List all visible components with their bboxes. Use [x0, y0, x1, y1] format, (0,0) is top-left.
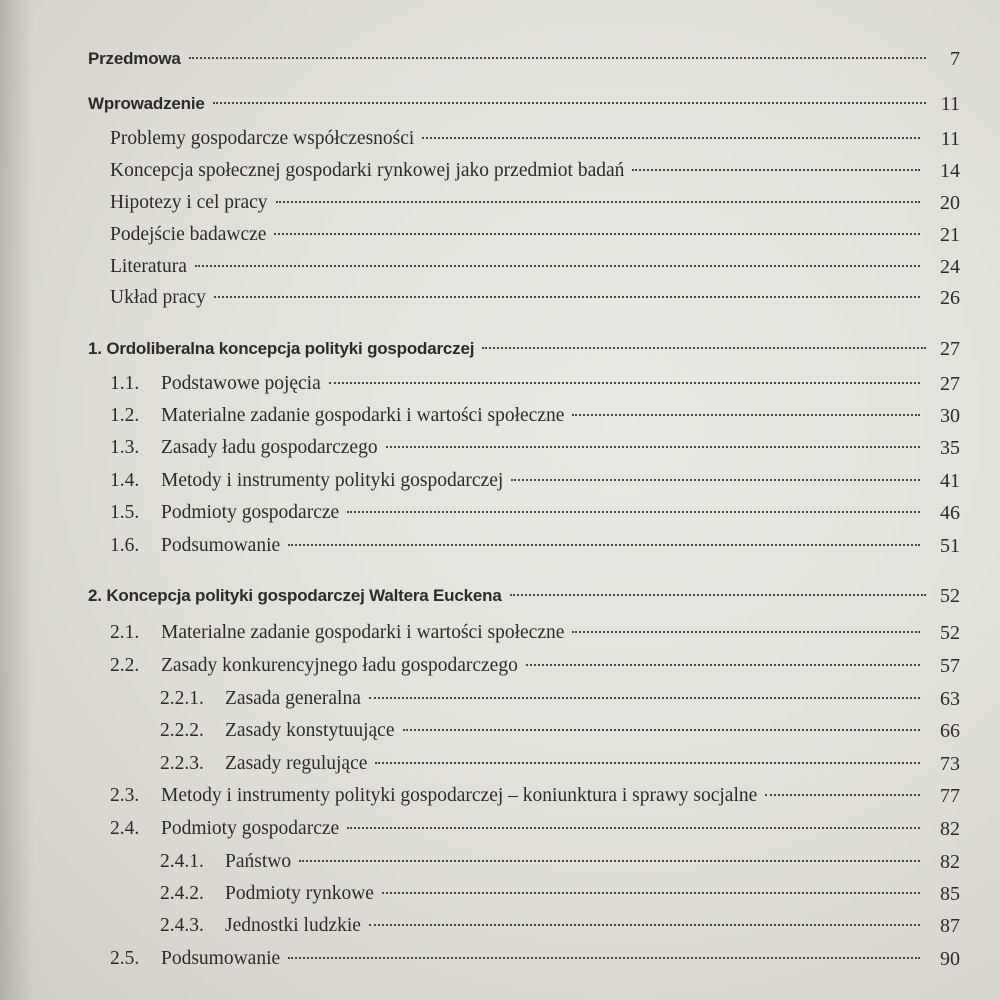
- toc-page-number: 20: [940, 192, 960, 214]
- toc-entry: [0, 942, 1000, 976]
- toc-page-number: 27: [940, 373, 960, 395]
- toc-entry: [0, 682, 1000, 716]
- toc-entry: [0, 464, 1000, 498]
- toc-number: 1.6.: [110, 535, 140, 556]
- toc-entry: [0, 154, 1000, 188]
- toc-number: 2.1.: [110, 622, 140, 643]
- dot-leader: [403, 728, 921, 731]
- dot-leader: [386, 445, 920, 448]
- toc-number: 2.3.: [110, 785, 140, 806]
- toc-title: Zasady ładu gospodarczego: [161, 437, 378, 458]
- toc-title: Wprowadzenie: [88, 94, 205, 113]
- toc-page-number: 66: [940, 720, 960, 742]
- toc-title: Koncepcja społecznej gospodarki rynkowej jako przedmiot badań: [110, 160, 625, 181]
- toc-page-number: 82: [940, 818, 960, 840]
- dot-leader: [369, 923, 920, 926]
- dot-leader: [422, 136, 920, 139]
- toc-entry: [0, 714, 1000, 748]
- toc-entry: [0, 877, 1000, 911]
- dot-leader: [214, 295, 920, 298]
- toc-chapter-2: [0, 579, 1000, 613]
- toc-title: Koncepcja polityki gospodarczej Waltera Euckena: [106, 586, 502, 605]
- toc-title: Podejście badawcze: [110, 224, 267, 245]
- toc-entry: [0, 186, 1000, 220]
- toc-page-number: 51: [940, 535, 960, 557]
- toc-page-number: 27: [940, 338, 960, 360]
- toc-number: 2.2.: [110, 655, 140, 676]
- toc-title: Materialne zadanie gospodarki i wartości społeczne: [161, 622, 565, 643]
- toc-entry: [0, 399, 1000, 433]
- toc-entry: [0, 367, 1000, 401]
- toc-page-number: 21: [940, 224, 960, 246]
- toc-title: Materialne zadanie gospodarki i wartości społeczne: [161, 405, 565, 426]
- dot-leader: [526, 663, 920, 666]
- toc-page-number: 77: [940, 785, 960, 807]
- dot-leader: [213, 101, 926, 104]
- dot-leader: [572, 630, 920, 633]
- toc-entry: [0, 909, 1000, 943]
- toc-page-number: 41: [940, 470, 960, 492]
- dot-leader: [276, 200, 920, 203]
- toc-page-number: 85: [940, 883, 960, 905]
- dot-leader: [482, 346, 926, 349]
- toc-number: 2.2.1.: [160, 688, 204, 709]
- dot-leader: [299, 859, 920, 862]
- dot-leader: [375, 761, 920, 764]
- toc-title: Zasady regulujące: [225, 753, 368, 774]
- toc-number: 2.2.2.: [160, 720, 204, 741]
- toc-entry: [0, 779, 1000, 813]
- toc-title: Podmioty gospodarcze: [161, 502, 340, 523]
- toc-number: 2.4.: [110, 818, 140, 839]
- dot-leader: [572, 413, 920, 416]
- toc-number: 2.4.2.: [160, 883, 204, 904]
- toc-title: Podstawowe pojęcia: [161, 373, 321, 394]
- toc-chapter-przedmowa: [0, 42, 1000, 76]
- dot-leader: [765, 793, 920, 796]
- toc-title: Podsumowanie: [161, 535, 281, 556]
- dot-leader: [189, 56, 926, 59]
- toc-number: 1.4.: [110, 470, 140, 491]
- toc-number: 2.2.3.: [160, 753, 204, 774]
- toc-entry: [0, 431, 1000, 465]
- toc-page-number: 52: [940, 585, 960, 607]
- toc-title: Zasada generalna: [225, 688, 361, 709]
- toc-page-number: 57: [940, 655, 960, 677]
- toc-page-number: 11: [940, 93, 960, 115]
- toc-entry: [0, 649, 1000, 683]
- toc-title: Zasady konstytuujące: [225, 720, 395, 741]
- dot-leader: [288, 543, 920, 546]
- toc-page-number: 63: [940, 688, 960, 710]
- dot-leader: [347, 510, 920, 513]
- toc-entry: [0, 812, 1000, 846]
- toc-entry: [0, 529, 1000, 563]
- toc-entry: [0, 218, 1000, 252]
- toc-entry: [0, 747, 1000, 781]
- toc-number: 2.: [88, 586, 102, 605]
- toc-title: Ordoliberalna koncepcja polityki gospodarczej: [106, 339, 475, 358]
- toc-title: Podsumowanie: [161, 948, 281, 969]
- toc-page-number: 30: [940, 405, 960, 427]
- toc-entry: [0, 616, 1000, 650]
- toc-title: Państwo: [225, 851, 292, 872]
- toc-number: 1.: [88, 339, 102, 358]
- toc-chapter-wprowadzenie: [0, 87, 1000, 121]
- toc-title: Podmioty rynkowe: [225, 883, 374, 904]
- toc-entry: [0, 496, 1000, 530]
- toc-title: Zasady konkurencyjnego ładu gospodarczego: [161, 655, 518, 676]
- dot-leader: [329, 381, 920, 384]
- toc-entry: [0, 250, 1000, 284]
- dot-leader: [347, 826, 920, 829]
- toc-title: Układ pracy: [110, 287, 206, 308]
- toc-title: Hipotezy i cel pracy: [110, 192, 268, 213]
- toc-number: 2.4.1.: [160, 851, 204, 872]
- toc-number: 1.2.: [110, 405, 140, 426]
- toc-page-number: 73: [940, 753, 960, 775]
- toc-entry: [0, 281, 1000, 315]
- dot-leader: [382, 891, 920, 894]
- toc-number: 2.4.3.: [160, 915, 204, 936]
- toc-number: 2.5.: [110, 948, 140, 969]
- dot-leader: [274, 232, 920, 235]
- toc-entry: [0, 845, 1000, 879]
- toc-entry: [0, 122, 1000, 156]
- toc-page-number: 46: [940, 502, 960, 524]
- toc-page-number: 11: [940, 128, 960, 150]
- dot-leader: [510, 593, 926, 596]
- toc-title: Podmioty gospodarcze: [161, 818, 340, 839]
- toc-page-number: 82: [940, 851, 960, 873]
- toc-chapter-1: [0, 332, 1000, 366]
- toc-number: 1.3.: [110, 437, 140, 458]
- toc-title: Metody i instrumenty polityki gospodarczej: [161, 470, 504, 491]
- toc-page-number: 14: [940, 160, 960, 182]
- dot-leader: [195, 264, 920, 267]
- toc-page-number: 24: [940, 256, 960, 278]
- toc-number: 1.5.: [110, 502, 140, 523]
- toc-page-number: 35: [940, 437, 960, 459]
- toc-page-number: 87: [940, 915, 960, 937]
- toc-page-number: 26: [940, 287, 960, 309]
- toc-title: Literatura: [110, 256, 187, 277]
- dot-leader: [288, 956, 920, 959]
- toc-page-number: 90: [940, 948, 960, 970]
- toc-title: Przedmowa: [88, 49, 181, 68]
- dot-leader: [632, 168, 920, 171]
- toc-page-number: 7: [950, 48, 960, 70]
- toc-page-number: 52: [940, 622, 960, 644]
- dot-leader: [511, 478, 920, 481]
- toc-title: Problemy gospodarcze współczesności: [110, 128, 415, 149]
- toc-number: 1.1.: [110, 373, 140, 394]
- toc-title: Metody i instrumenty polityki gospodarczej – koniunktura i sprawy socjalne: [161, 785, 758, 806]
- dot-leader: [369, 696, 920, 699]
- toc-title: Jednostki ludzkie: [225, 915, 361, 936]
